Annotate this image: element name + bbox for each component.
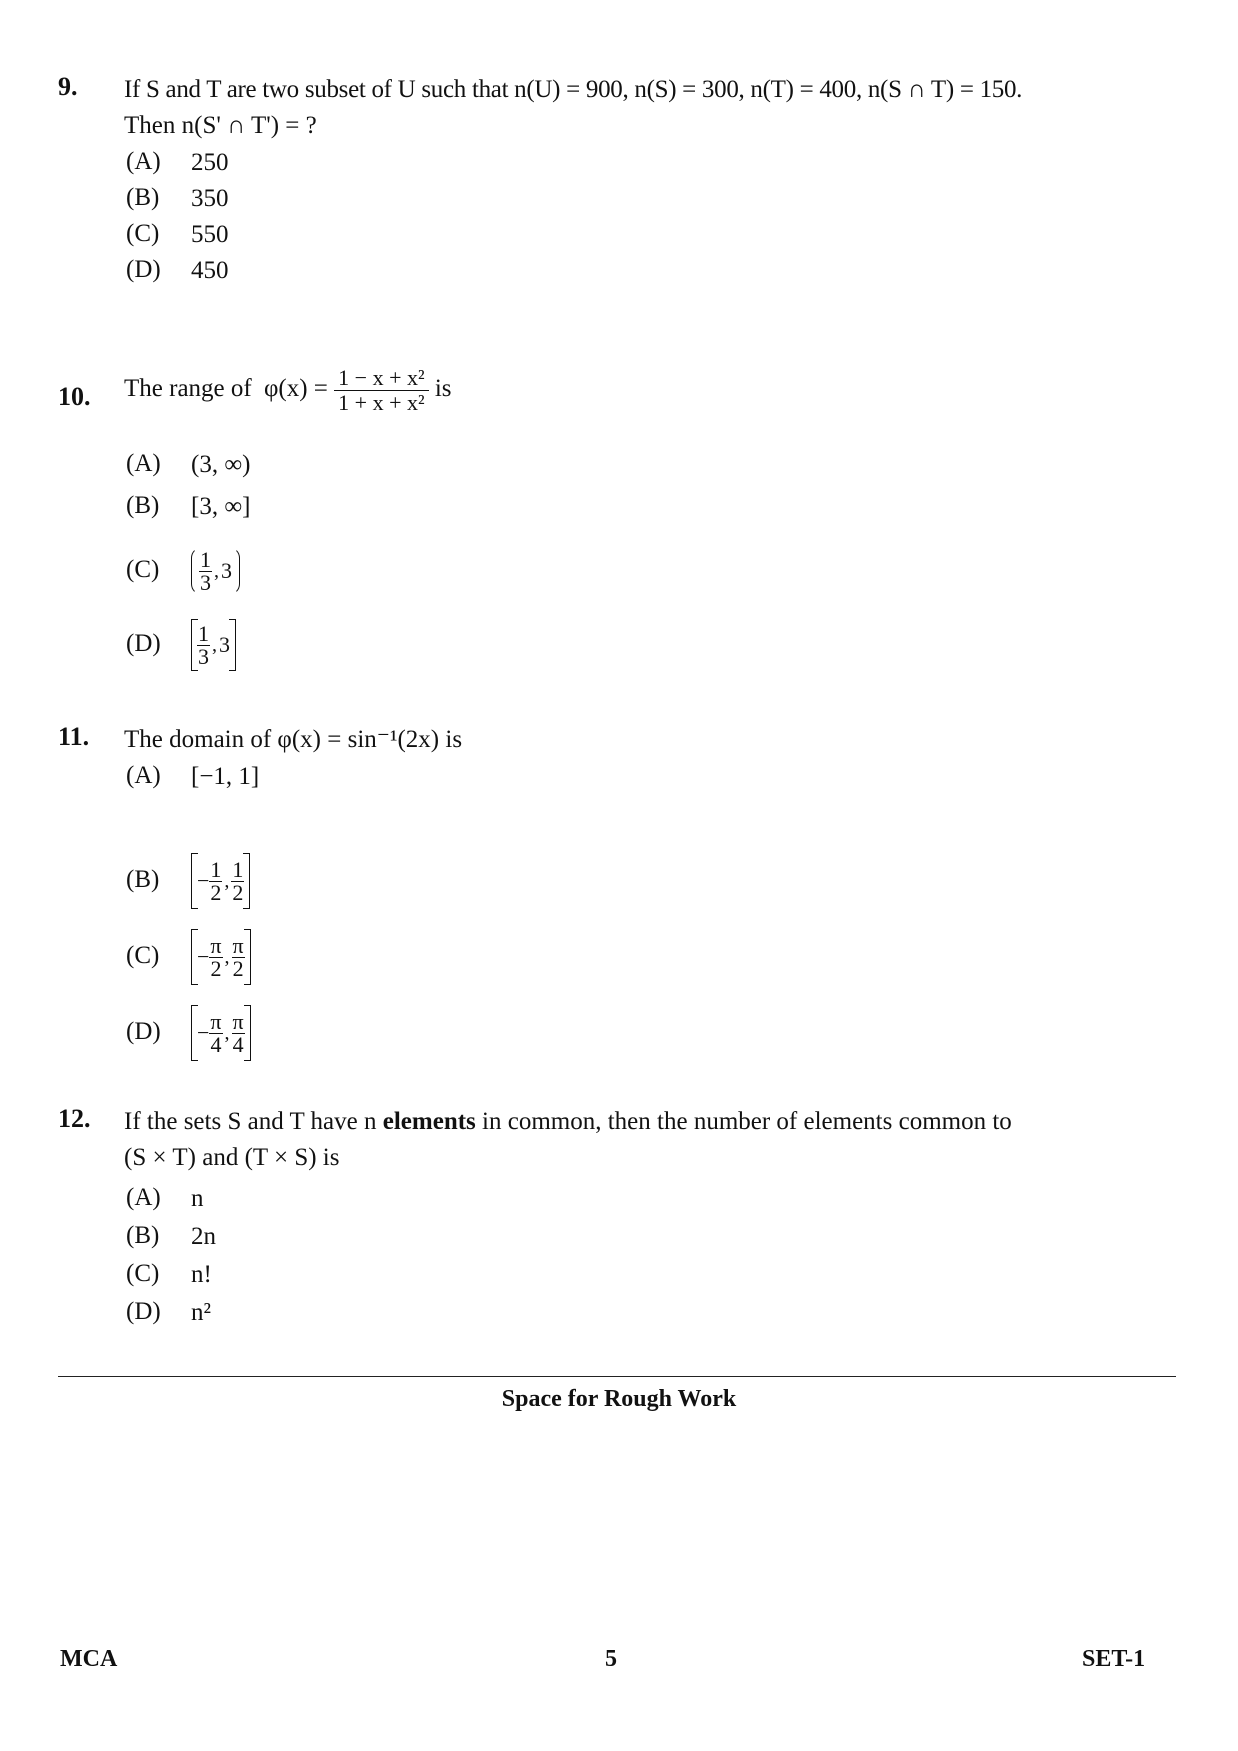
range-fraction bbox=[334, 366, 428, 415]
option-c[interactable]: (C) n! bbox=[126, 1260, 212, 1289]
function-label: φ(x) = bbox=[263, 375, 328, 403]
option-a[interactable]: (A) (3, ∞) bbox=[126, 450, 251, 479]
option-b[interactable]: (B) − $\frac{1}{2}$ , 1 2 bbox=[126, 850, 250, 910]
question-line-1: If the sets S and T have n elements in common, then the number of elements common to bbox=[124, 1108, 1012, 1135]
footer-right: SET-1 bbox=[1082, 1646, 1146, 1672]
question-line-2: (S × T) and (T × S) is bbox=[124, 1144, 340, 1171]
question-text: The domain of φ(x) = sin⁻¹(2x) is bbox=[124, 726, 463, 753]
closed-interval: 1 3 , 3 bbox=[191, 619, 236, 671]
option-a[interactable]: (A) [−1, 1] bbox=[126, 762, 260, 791]
page-number: 5 bbox=[605, 1646, 617, 1672]
question-text bbox=[124, 1104, 1224, 1176]
question-suffix: is bbox=[434, 375, 452, 403]
domain-interval: − $\frac{\pi}{2}$ , π 2 bbox=[191, 929, 251, 985]
option-b[interactable]: (B) 350 bbox=[126, 184, 229, 213]
footer-left: MCA bbox=[60, 1646, 118, 1672]
option-a[interactable]: (A) n bbox=[126, 1184, 204, 1213]
domain-interval: − $\frac{1}{2}$ , 1 2 bbox=[191, 853, 250, 909]
question-text bbox=[124, 72, 1224, 144]
option-d[interactable]: (D) − $\frac{\pi}{4}$ , π 4 bbox=[126, 1002, 251, 1062]
question-line-2: Then n(S' ∩ T') = ? bbox=[124, 112, 317, 139]
open-interval: 1 3 , 3 bbox=[191, 547, 240, 595]
divider bbox=[58, 1376, 1176, 1377]
option-c[interactable]: (C) 1 3 , 3 bbox=[126, 544, 240, 596]
question-number: 10. bbox=[58, 382, 91, 411]
option-d[interactable]: (D) 450 bbox=[126, 256, 229, 285]
question-text bbox=[124, 366, 1224, 415]
question-number: 12. bbox=[58, 1104, 91, 1133]
question-line-1: If S and T are two subset of U such that n(U) = 900, n(S) = 300, n(T) = 400, n(S ∩ T) = 150. bbox=[124, 76, 1023, 103]
fraction-denominator: 1 + x + x² bbox=[338, 390, 425, 415]
option-c[interactable]: (C) 550 bbox=[126, 220, 229, 249]
option-d[interactable]: (D) n² bbox=[126, 1298, 211, 1327]
fraction-numerator: 1 − x + x² bbox=[334, 366, 428, 391]
option-c[interactable]: (C) − $\frac{\pi}{2}$ , π 2 bbox=[126, 926, 251, 986]
emphasis: elements bbox=[382, 1108, 476, 1135]
option-a[interactable]: (A) 250 bbox=[126, 148, 229, 177]
option-b[interactable]: (B) [3, ∞] bbox=[126, 492, 251, 521]
question-number: 11. bbox=[58, 722, 90, 751]
question-prefix: The range of bbox=[124, 375, 252, 403]
domain-interval: − $\frac{\pi}{4}$ , π 4 bbox=[191, 1005, 251, 1061]
option-b[interactable]: (B) 2n bbox=[126, 1222, 216, 1251]
question-number: 9. bbox=[58, 72, 78, 101]
rough-work-heading: Space for Rough Work bbox=[501, 1386, 737, 1412]
option-d[interactable]: (D) 1 3 , 3 bbox=[126, 616, 236, 672]
